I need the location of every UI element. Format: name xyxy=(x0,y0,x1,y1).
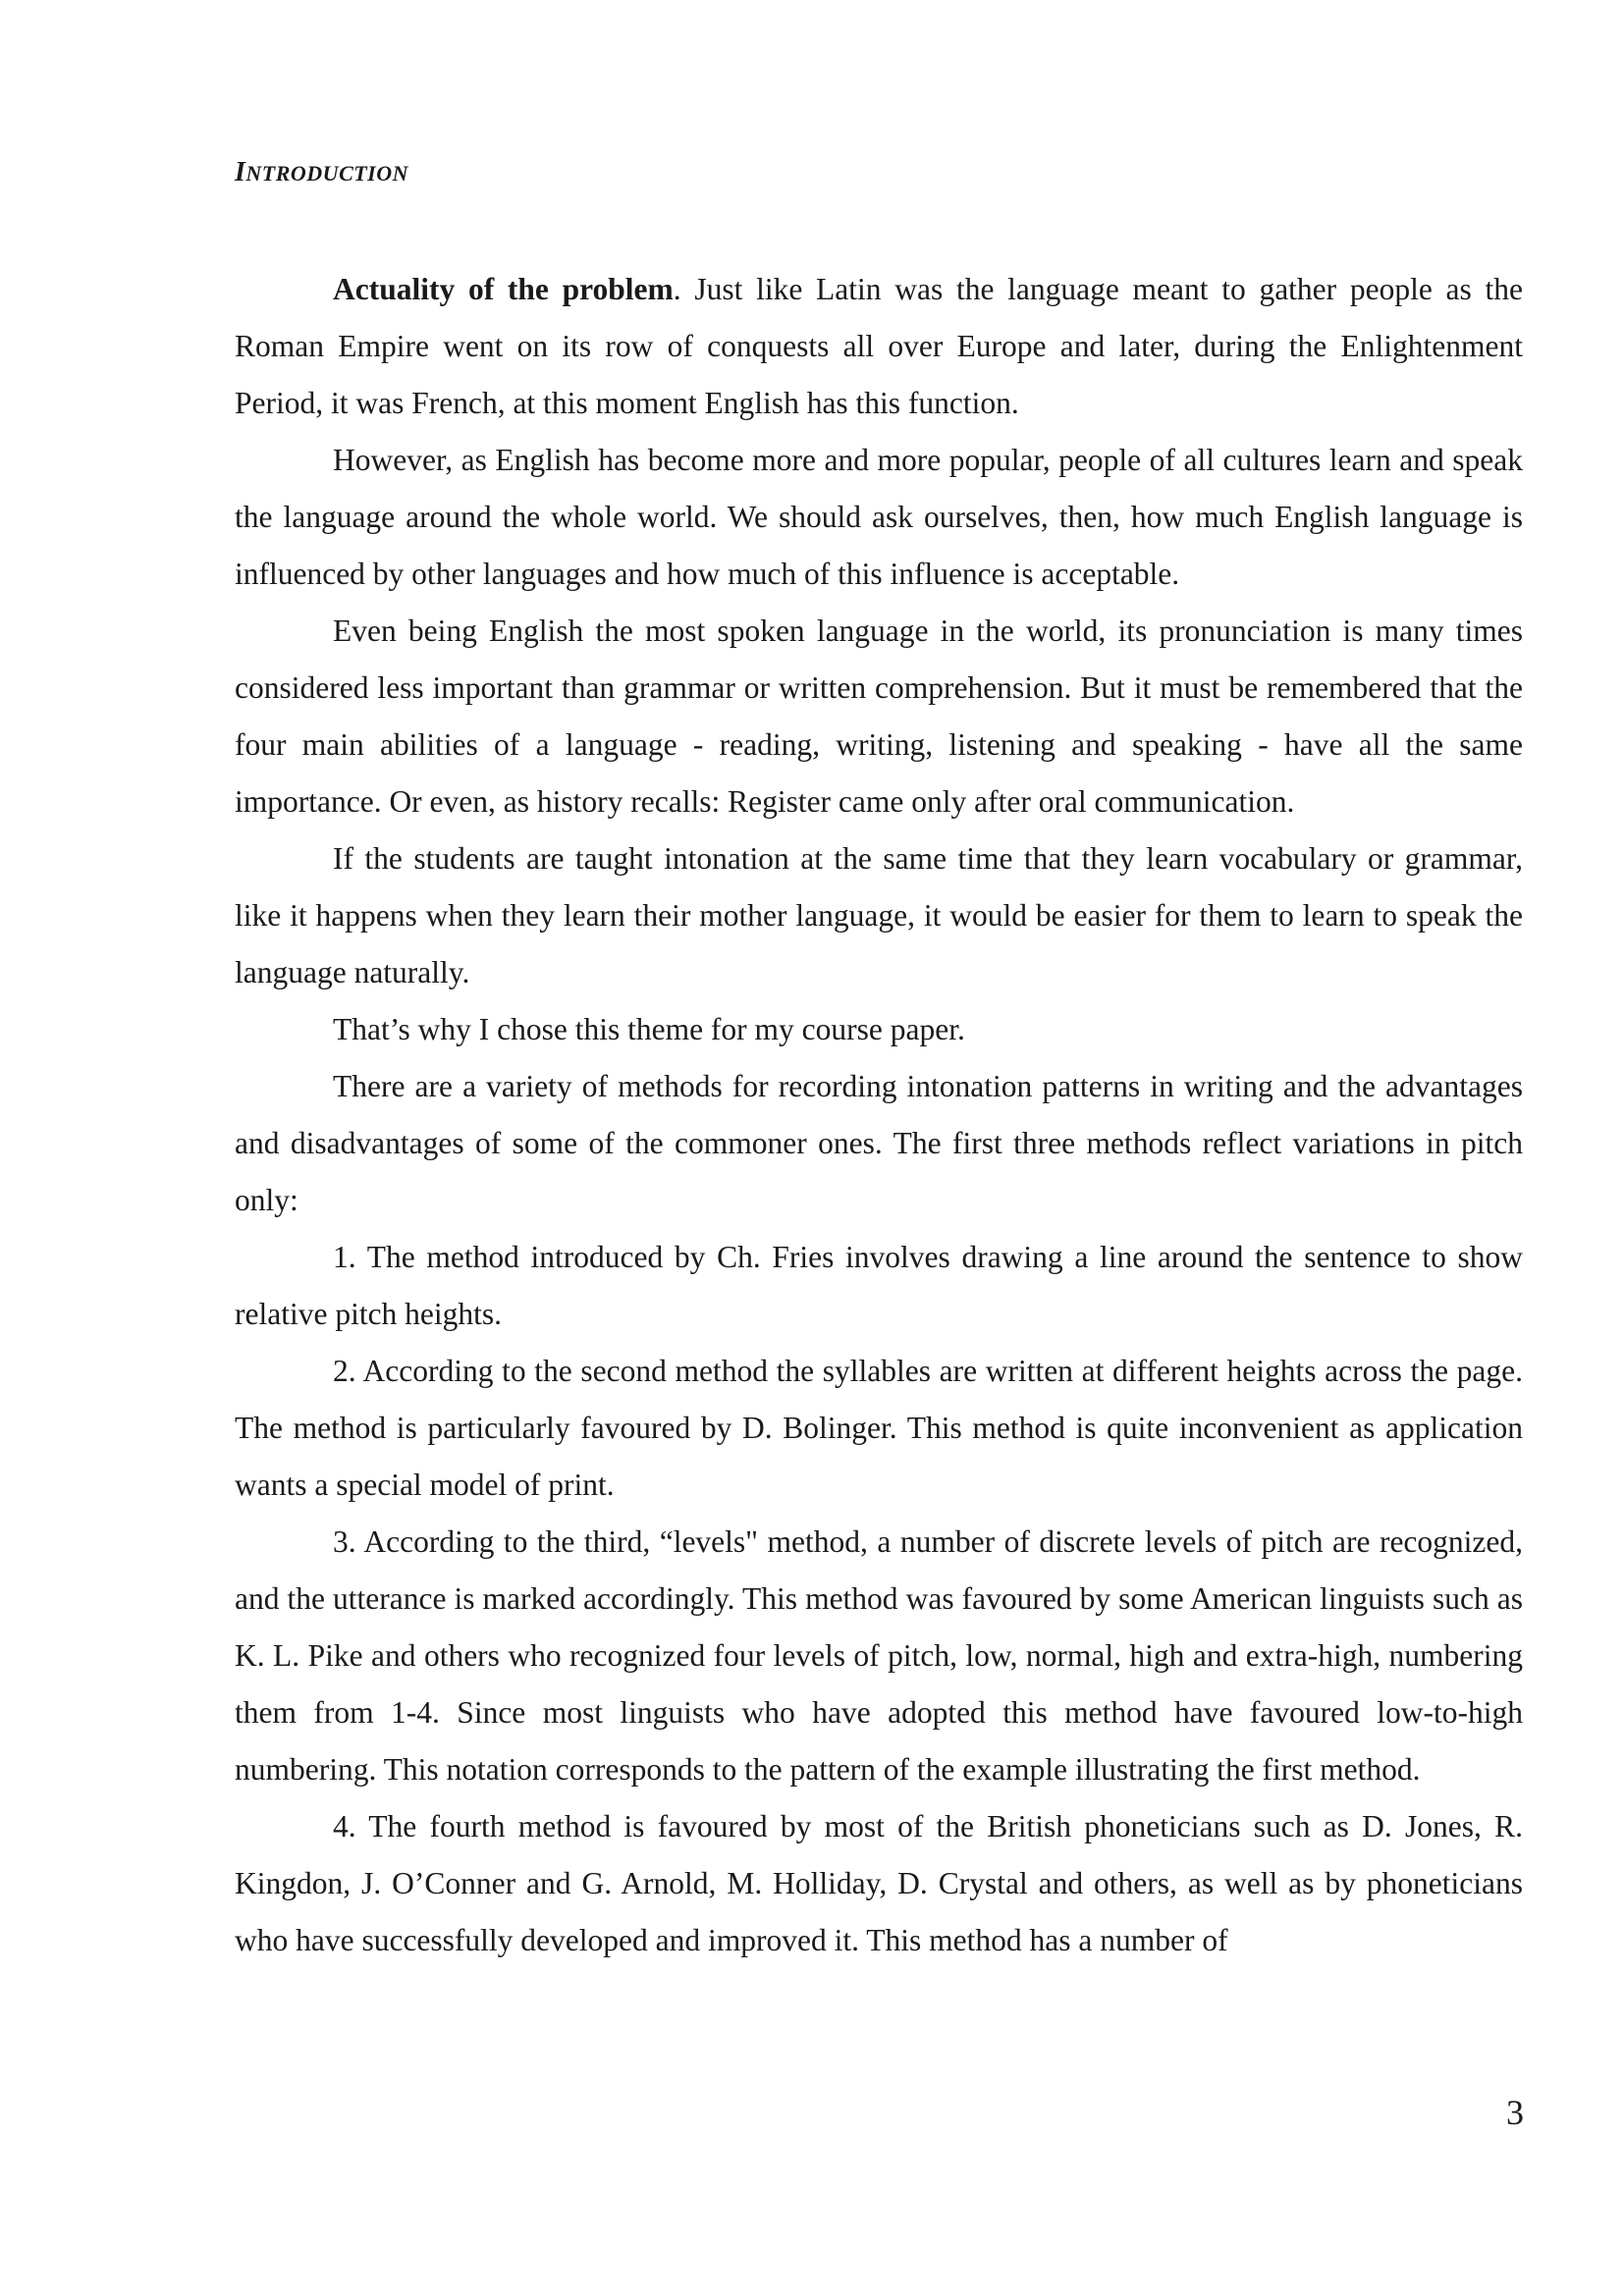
heading-rest: NTRODUCTION xyxy=(245,161,409,186)
section-heading xyxy=(235,157,408,188)
paragraph-pronunciation: Even being English the most spoken language in the world, its pronunciation is many times considered less important than grammar or written comprehension. But it must be remembered that the four main abilities of a language - reading, writing, listening and speaking - have all the same importance. Or even, as history recalls: Register came only after oral communication. xyxy=(235,614,1523,819)
paragraph-theme-choice: That’s why I chose this theme for my course paper. xyxy=(333,1012,965,1046)
paragraph-text: . Just like Latin was the language meant to gather people as the Roman Empire went on its row of conquests all over Europe and later, during the Enlightenment Period, it was French, at this moment English has this function. xyxy=(235,272,1523,420)
heading-initial: I xyxy=(235,157,246,187)
paragraph-method-1: 1. The method introduced by Ch. Fries involves drawing a line around the sentence to show relative pitch heights. xyxy=(235,1240,1523,1331)
page-number: 3 xyxy=(1506,2093,1524,2132)
paragraph-method-2: 2. According to the second method the syllables are written at different heights across the page. The method is particularly favoured by D. Bolinger. This method is quite inconvenient as application wants a special model of print. xyxy=(235,1354,1523,1502)
paragraph-actuality xyxy=(235,261,1523,432)
body-text xyxy=(235,261,1523,1969)
paragraph-lead: Actuality of the problem xyxy=(333,272,674,306)
paragraph-method-4: 4. The fourth method is favoured by most of the British phoneticians such as D. Jones, R. Kingdon, J. O’Conner and G. Arnold, M. Holliday, D. Crystal and others, as well as by phoneticians who have successfully developed and improved it. This method has a number of xyxy=(235,1809,1523,1957)
paragraph-method-3: 3. According to the third, “levels" method, a number of discrete levels of pitch are recognized, and the utterance is marked accordingly. This method was favoured by some American linguists such as K. L. Pike and others who recognized four levels of pitch, low, normal, high and extra-high, numbering them from 1-4. Since most linguists who have adopted this method have favoured low-to-high numbering. This notation corresponds to the pattern of the example illustrating the first method. xyxy=(235,1524,1523,1787)
paragraph-english-popularity: However, as English has become more and more popular, people of all cultures learn and speak the language around the whole world. We should ask ourselves, then, how much English language is influenced by other languages and how much of this influence is acceptable. xyxy=(235,443,1523,591)
paragraph-methods-intro: There are a variety of methods for recording intonation patterns in writing and the advantages and disadvantages of some of the commoner ones. The first three methods reflect variations in pitch only: xyxy=(235,1069,1523,1217)
paragraph-intonation-teaching: If the students are taught intonation at the same time that they learn vocabulary or grammar, like it happens when they learn their mother language, it would be easier for them to learn to speak the language naturally. xyxy=(235,841,1523,989)
